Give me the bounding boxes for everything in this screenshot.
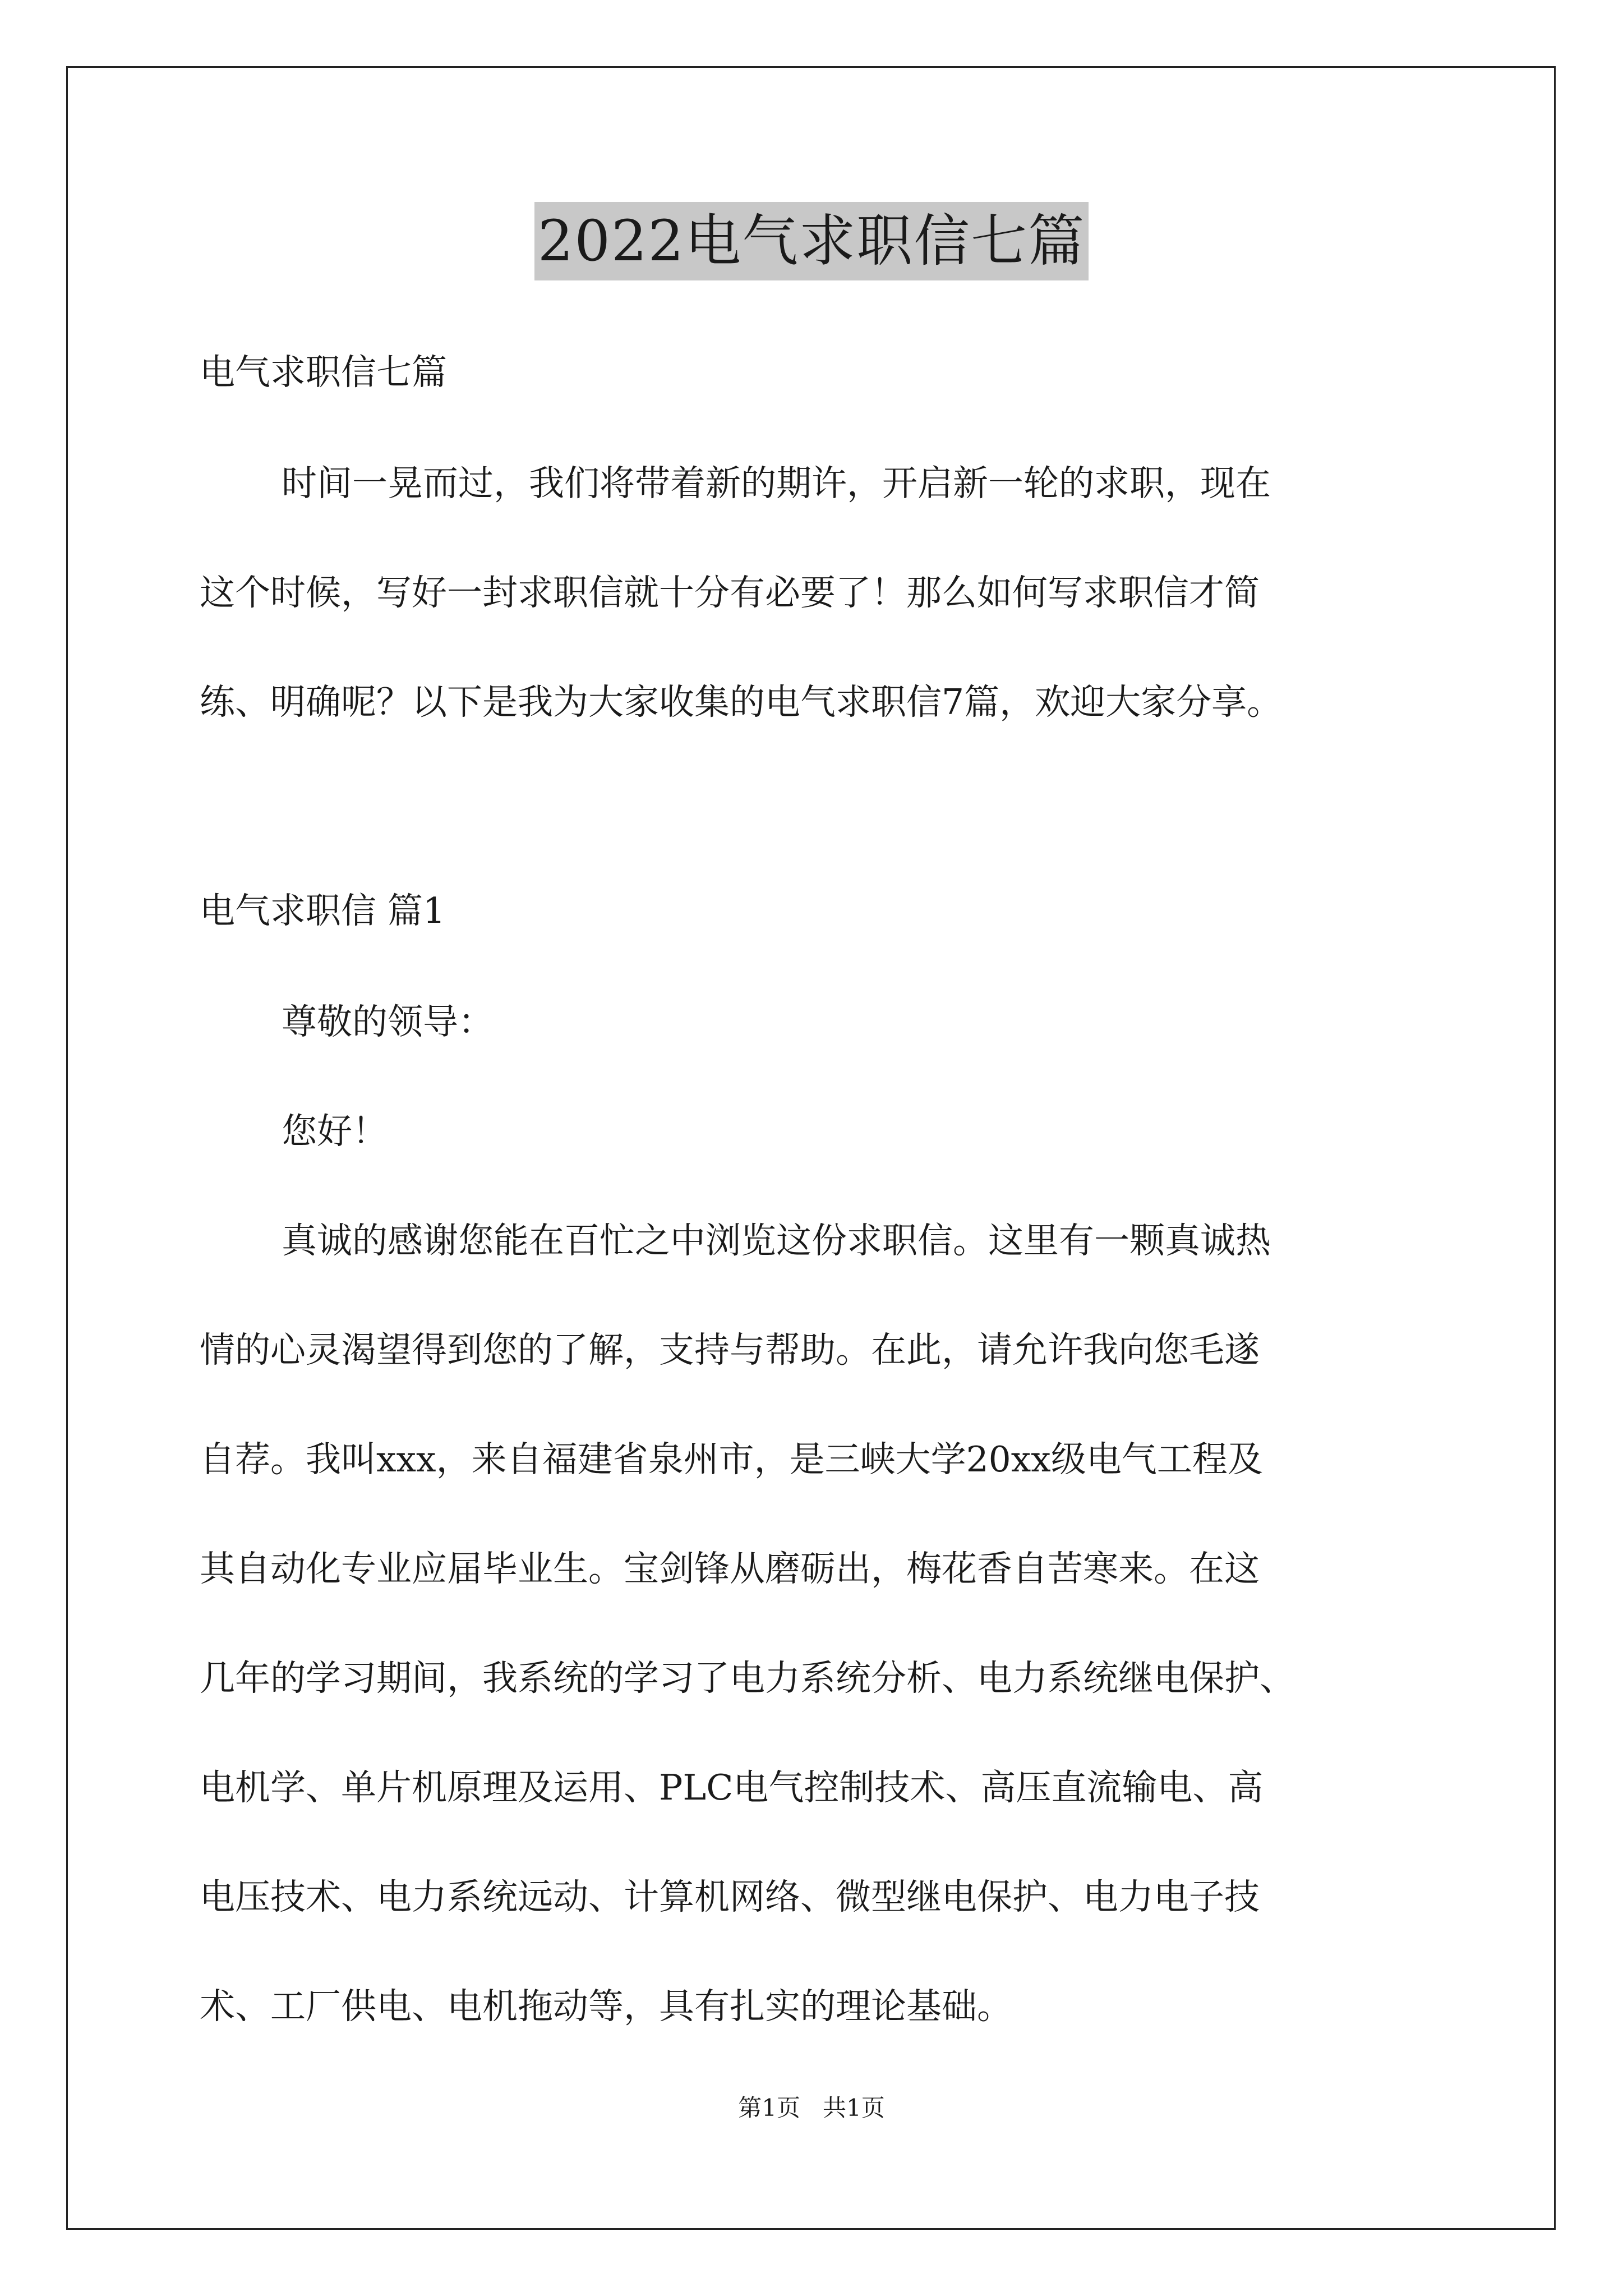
body-line: 情的心灵渴望得到您的了解，支持与帮助。在此，请允许我向您毛遂: [200, 1329, 1260, 1370]
body-line: 真诚的感谢您能在百忙之中浏览这份求职信。这里有一颗真诚热: [282, 1220, 1271, 1261]
page-footer: [0, 2091, 1623, 2125]
intro-line: 练、明确呢？以下是我为大家收集的电气求职信7篇，欢迎大家分享。: [200, 682, 1283, 723]
document-title: 2022电气求职信七篇: [534, 202, 1089, 280]
body-line: 自荐。我叫xxx，来自福建省泉州市，是三峡大学20xx级电气工程及: [200, 1439, 1263, 1480]
body-line: 电机学、单片机原理及运用、PLC电气控制技术、高压直流输电、高: [200, 1767, 1264, 1808]
body-line: 几年的学习期间，我系统的学习了电力系统分析、电力系统继电保护、: [200, 1658, 1295, 1699]
body-line: 术、工厂供电、电机拖动等，具有扎实的理论基础。: [200, 1986, 1012, 2027]
salutation: 尊敬的领导：: [282, 1001, 494, 1042]
page-number: 第1页: [738, 2094, 800, 2122]
title-container: [0, 202, 1623, 280]
greeting: 您好！: [282, 1111, 388, 1152]
body-line: 电压技术、电力系统远动、计算机网络、微型继电保护、电力电子技: [200, 1876, 1260, 1917]
page-total: 共1页: [823, 2094, 885, 2122]
body-line: 其自动化专业应届毕业生。宝剑锋从磨砺出，梅花香自苦寒来。在这: [200, 1548, 1260, 1589]
section-heading: 电气求职信 篇1: [200, 890, 446, 931]
subtitle: 电气求职信七篇: [200, 352, 447, 393]
intro-line: 这个时候，写好一封求职信就十分有必要了！那么如何写求职信才简: [200, 572, 1260, 613]
intro-line: 时间一晃而过，我们将带着新的期许，开启新一轮的求职，现在: [282, 463, 1271, 504]
